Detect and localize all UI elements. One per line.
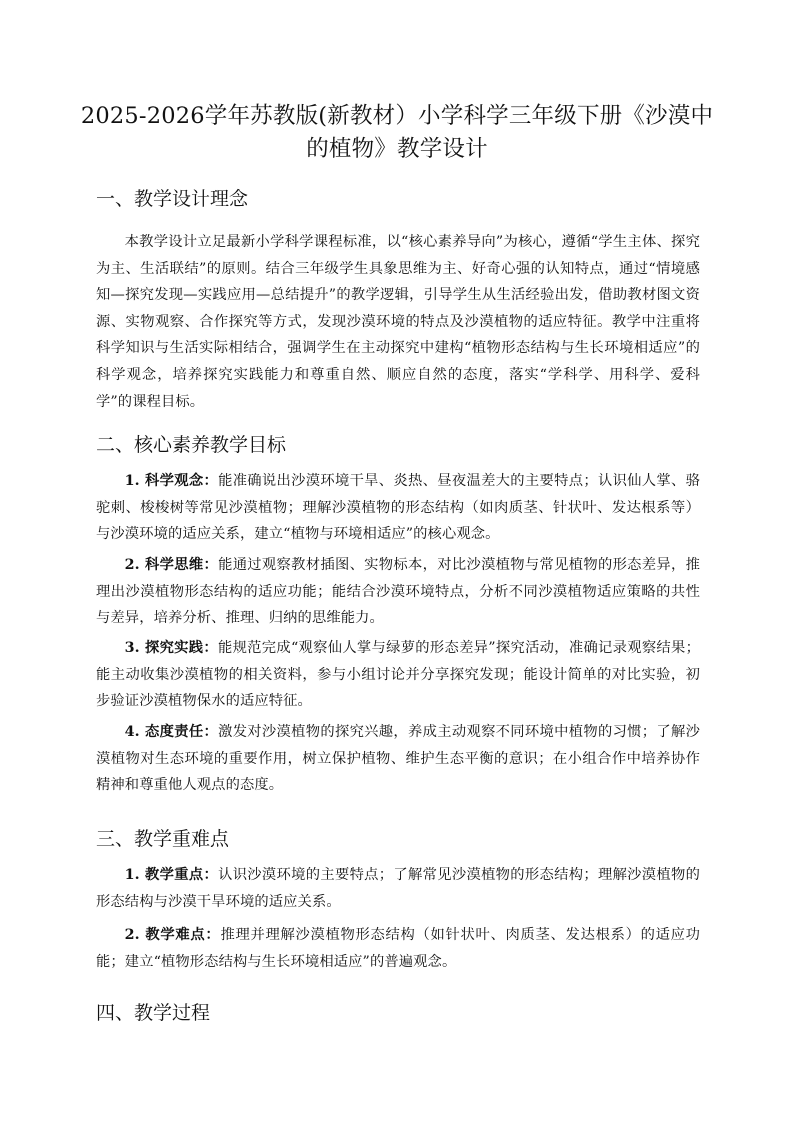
difficulty-lead: 2. 教学难点： bbox=[124, 927, 221, 943]
section-heading-process: 四、教学过程 bbox=[96, 1002, 211, 1024]
paragraph-text: 本教学设计立足最新小学科学课程标准，以“核心素养导向”为核心，遵循“学生主体、探究为主、生活联结”的原则。结合三年级学生具象思维为主、好奇心强的认知特点，通过“情境感知—探究发现—实践应用—总结提升”的教学逻辑，引导学生从生活经验出发，借助教材图文资源、实物观察、合作探究等方式，发现沙漠环境的特点及沙漠植物的适应特征。教学中注重将科学知识与生活实际相结合，强调学生在主动探究中建构“植物形态结构与生长环境相适应”的科学观念，培养探究实践能力和尊重自然、顺应自然的态度，落实“学科学、用科学、爱科学”的课程目标。 bbox=[96, 234, 700, 410]
key-point-item bbox=[96, 862, 700, 915]
key-point-text: 认识沙漠环境的主要特点；了解常见沙漠植物的形态结构；理解沙漠植物的形态结构与沙漠干旱环境的适应关系。 bbox=[96, 867, 701, 910]
difficulty-item bbox=[96, 922, 700, 975]
objective-item-inquiry-practice bbox=[96, 635, 700, 715]
objective-text: 激发对沙漠植物的探究兴趣，养成主动观察不同环境中植物的习惯；了解沙漠植物对生态环境的重要作用，树立保护植物、维护生态平衡的意识；在小组合作中培养协作精神和尊重他人观点的态度。 bbox=[96, 724, 701, 794]
objective-lead: 2. 科学思维： bbox=[124, 557, 219, 573]
objective-lead: 1. 科学观念： bbox=[124, 473, 219, 489]
objective-lead: 3. 探究实践： bbox=[124, 640, 218, 656]
document-title: 2025-2026学年苏教版(新教材）小学科学三年级下册《沙漠中的植物》教学设计 bbox=[80, 103, 714, 162]
key-point-lead: 1. 教学重点： bbox=[124, 867, 219, 883]
objective-text: 能规范完成“观察仙人掌与绿萝的形态差异”探究活动，准确记录观察结果；能主动收集沙漠植物的相关资料，参与小组讨论并分享探究发现；能设计简单的对比实验，初步验证沙漠植物保水的适应特征。 bbox=[96, 640, 701, 710]
objective-lead: 4. 态度责任： bbox=[124, 724, 219, 740]
objective-item-science-thinking bbox=[96, 552, 700, 632]
objective-text: 能通过观察教材插图、实物标本，对比沙漠植物与常见植物的形态差异，推理出沙漠植物形态结构的适应功能；能结合沙漠环境特点，分析不同沙漠植物适应策略的共性与差异，培养分析、推理、归纳的思维能力。 bbox=[96, 557, 701, 627]
section-heading-philosophy: 一、教学设计理念 bbox=[96, 188, 249, 210]
paragraph-philosophy bbox=[96, 229, 700, 415]
section-heading-key-points: 三、教学重难点 bbox=[96, 828, 230, 850]
objective-text: 能准确说出沙漠环境干旱、炎热、昼夜温差大的主要特点；认识仙人掌、骆驼刺、梭梭树等常见沙漠植物；理解沙漠植物的形态结构（如肉质茎、针状叶、发达根系等）与沙漠环境的适应关系，建立“植物与环境相适应”的核心观念。 bbox=[96, 473, 701, 543]
objective-item-science-concept bbox=[96, 468, 700, 548]
difficulty-text: 推理并理解沙漠植物形态结构（如针状叶、肉质茎、发达根系）的适应功能；建立“植物形态结构与生长环境相适应”的普遍观念。 bbox=[96, 927, 700, 970]
objective-item-attitude-responsibility bbox=[96, 719, 700, 799]
section-heading-objectives: 二、核心素养教学目标 bbox=[96, 434, 287, 456]
